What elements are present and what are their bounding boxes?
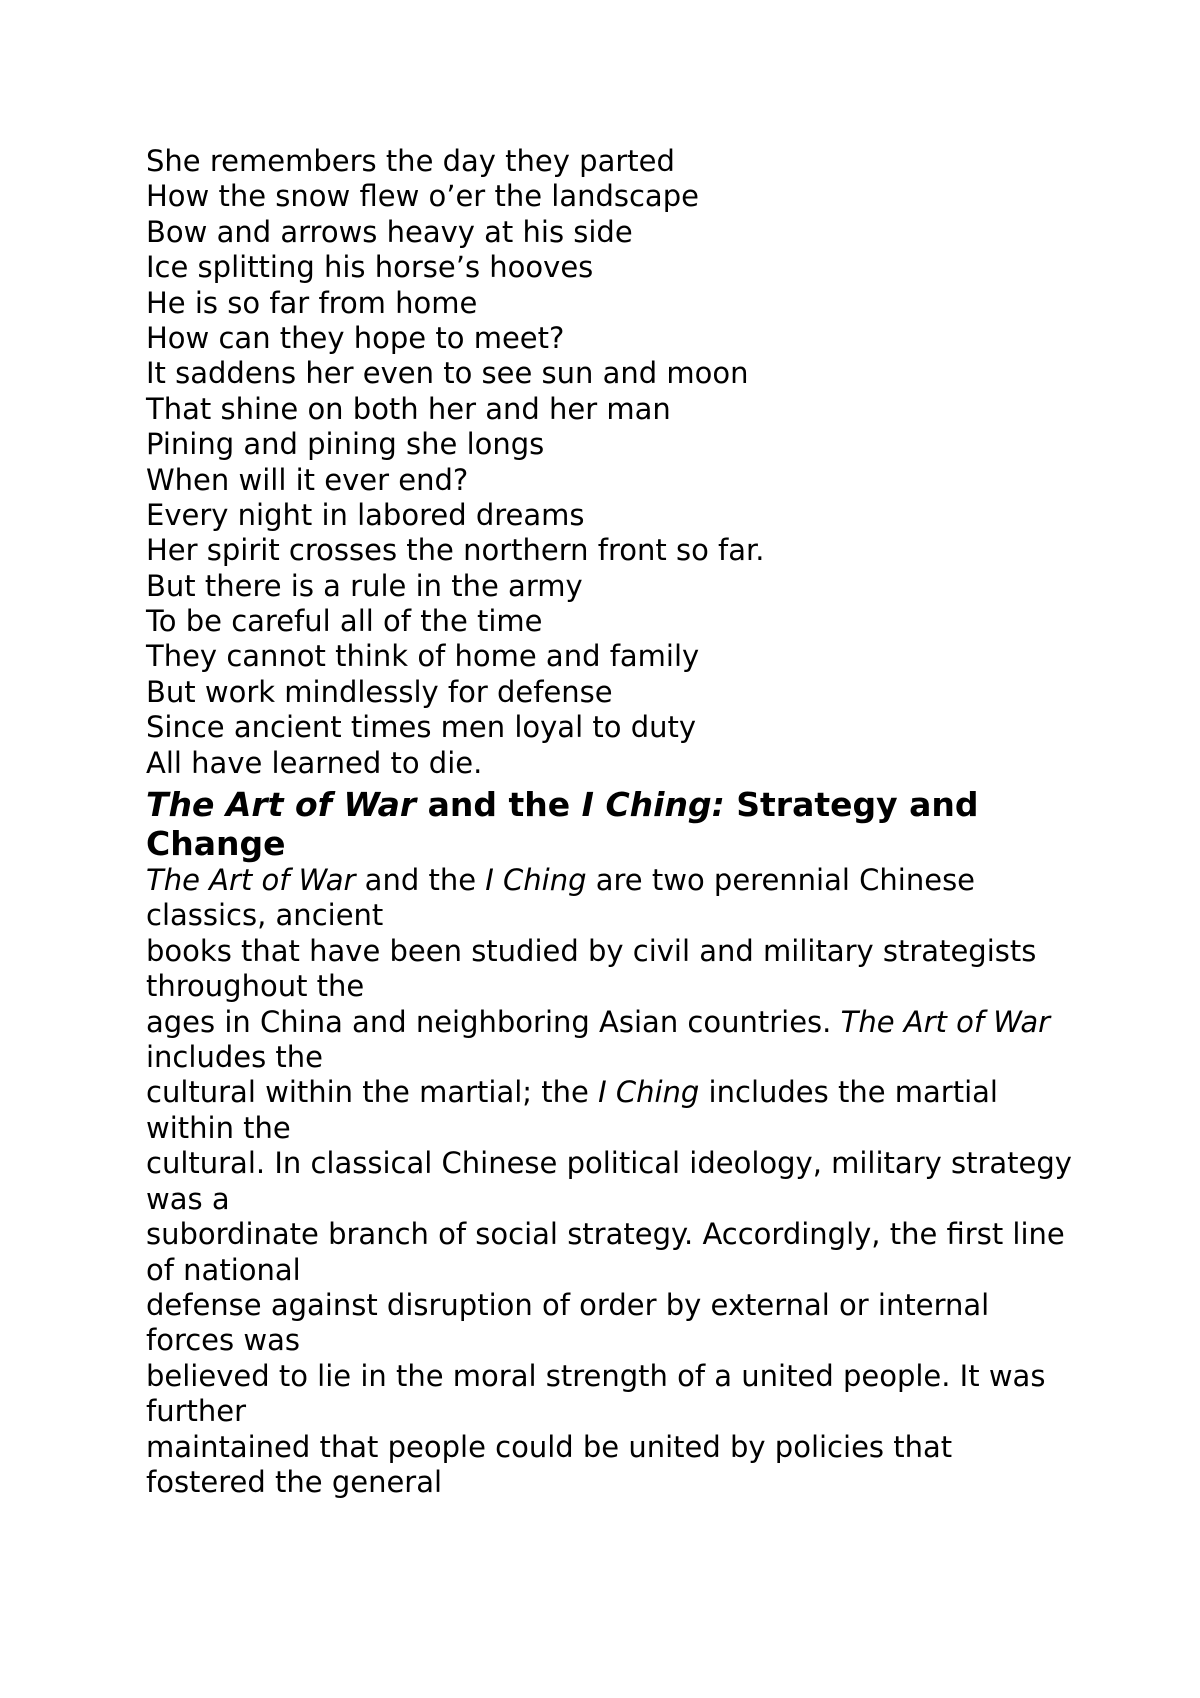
paragraph-line: cultural. In classical Chinese political ideology, military strategy was a: [146, 1146, 1072, 1216]
poem-line: When will it ever end?: [146, 462, 469, 497]
poem-line: Every night in labored dreams: [146, 497, 585, 532]
document-page: [146, 144, 1076, 1500]
book-title: The Art of War: [840, 1004, 1051, 1039]
heading-text: and the: [416, 785, 582, 825]
paragraph-line: [146, 1005, 1076, 1076]
text-run: includes the: [146, 1040, 323, 1075]
book-title: I Ching: [485, 863, 587, 898]
poem-line: All have learned to die.: [146, 745, 483, 780]
paragraph-line: books that have been studied by civil and military strategists throughout the: [146, 933, 1037, 1004]
paragraph-line: [146, 1075, 1076, 1146]
poem-line: Bow and arrows heavy at his side: [146, 214, 633, 249]
text-run: and the: [355, 863, 486, 898]
poem-line: Ice splitting his horse’s hooves: [146, 250, 594, 285]
poem-line: How the snow flew o’er the landscape: [146, 179, 699, 214]
paragraph-line: [146, 863, 1076, 934]
paragraph-line: defense against disruption of order by external or internal forces was: [146, 1287, 990, 1358]
heading-book-title: I Ching:: [581, 785, 725, 825]
poem-line: That shine on both her and her man: [146, 391, 671, 426]
text-run: ages in China and neighboring Asian countries.: [146, 1004, 841, 1039]
paragraph-line: believed to lie in the moral strength of a united people. It was further: [146, 1358, 1046, 1429]
poem-line: To be careful all of the time: [146, 604, 543, 639]
poem-line: But there is a rule in the army: [146, 568, 583, 603]
text-run: cultural within the martial; the: [146, 1075, 599, 1110]
poem: [146, 144, 1076, 781]
poem-line: Pining and pining she longs: [146, 427, 545, 462]
text-run: are two perennial Chinese classics, ancient: [146, 863, 976, 933]
paragraph-line: maintained that people could be united by policies that fostered the general: [146, 1429, 953, 1499]
paragraph-line: subordinate branch of social strategy. Accordingly, the first line of national: [146, 1217, 1065, 1287]
poem-line: She remembers the day they parted: [146, 144, 675, 178]
body-paragraph: [146, 863, 1076, 1500]
poem-line: How can they hope to meet?: [146, 320, 565, 355]
poem-line: Since ancient times men loyal to duty: [146, 710, 697, 745]
book-title: I Ching: [598, 1075, 700, 1110]
heading-text: Strategy and Change: [146, 785, 979, 864]
poem-line: They cannot think of home and family: [146, 639, 700, 674]
heading-book-title: The Art of War: [146, 785, 417, 825]
poem-line: Her spirit crosses the northern front so far.: [146, 533, 765, 568]
poem-line: It saddens her even to see sun and moon: [146, 356, 749, 391]
poem-line: But work mindlessly for defense: [146, 674, 613, 709]
book-title: The Art of War: [146, 863, 356, 898]
section-heading: [146, 785, 1076, 863]
poem-line: He is so far from home: [146, 285, 478, 320]
text-run: includes the martial within the: [146, 1075, 998, 1145]
